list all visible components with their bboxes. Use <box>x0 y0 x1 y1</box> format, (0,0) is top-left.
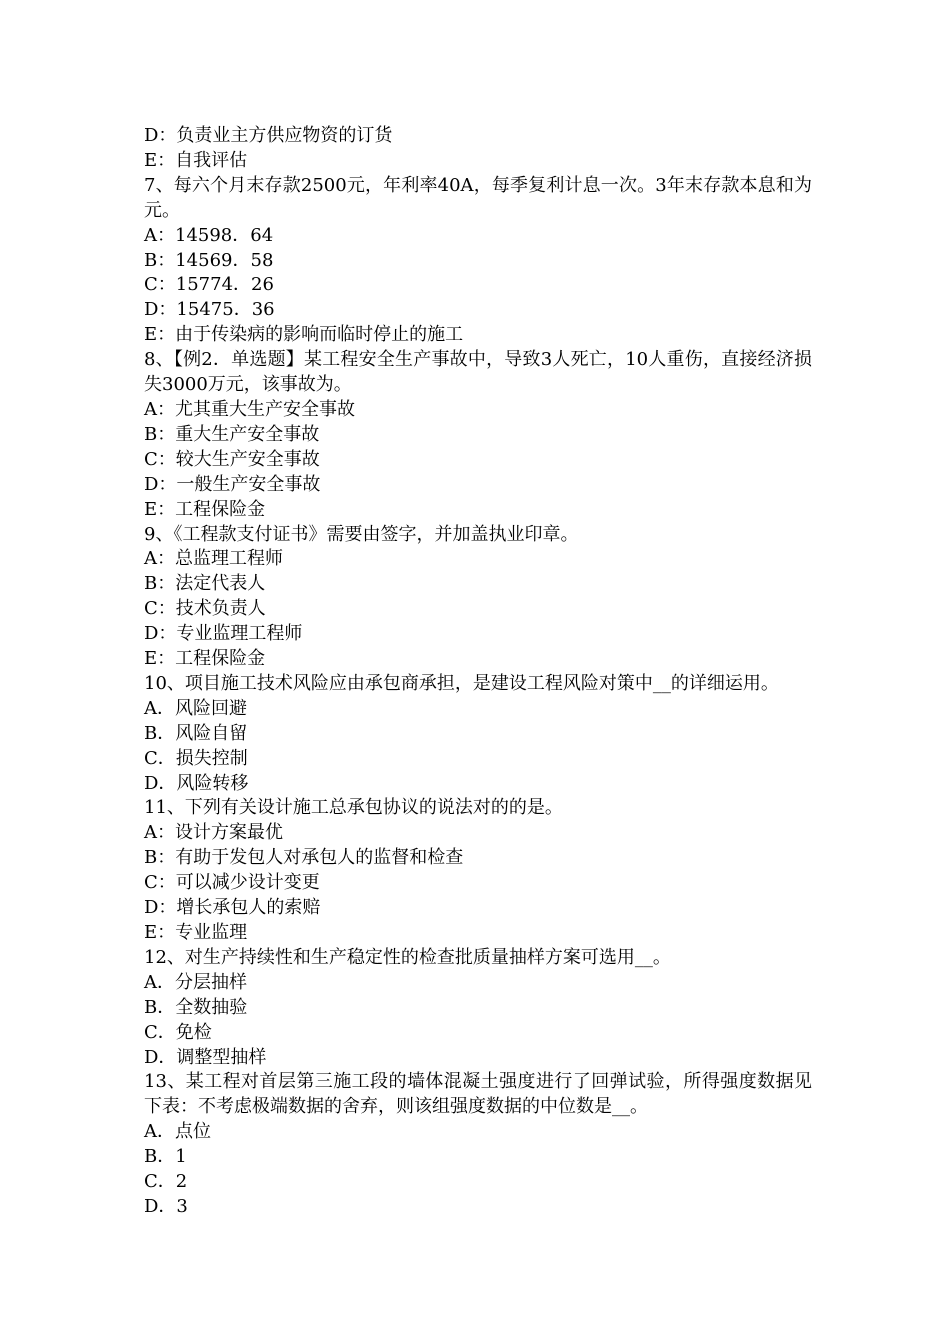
question-11: 11、下列有关设计施工总承包协议的说法对的的是。 <box>144 797 563 819</box>
option-line: C．免检 <box>144 1021 212 1043</box>
option-line: C：15774．26 <box>144 274 274 296</box>
option-line: D．3 <box>144 1195 188 1217</box>
document-page <box>144 124 812 1220</box>
question-13: 13、某工程对首层第三施工段的墙体混凝土强度进行了回弹试验，所得强度数据见下表：不考虑极端数据的舍弃，则该组强度数据的中位数是__。 <box>144 1071 812 1118</box>
option-line: C．损失控制 <box>144 747 248 769</box>
option-line: C：较大生产安全事故 <box>144 448 320 470</box>
option-line: A．分层抽样 <box>144 971 247 993</box>
option-line: B．风险自留 <box>144 722 248 744</box>
option-line: D．调整型抽样 <box>144 1046 267 1068</box>
option-line: D．风险转移 <box>144 772 249 794</box>
option-line: A：14598．64 <box>144 224 274 246</box>
option-line: D：专业监理工程师 <box>144 623 303 645</box>
option-line: B：重大生产安全事故 <box>144 423 320 445</box>
option-line: C．2 <box>144 1171 188 1193</box>
option-line: E：工程保险金 <box>144 498 266 520</box>
question-9: 9、《工程款支付证书》需要由签字，并加盖执业印章。 <box>144 523 579 545</box>
option-line: D：增长承包人的索赔 <box>144 897 321 919</box>
option-line: B．1 <box>144 1146 187 1168</box>
option-line: D：一般生产安全事故 <box>144 473 321 495</box>
option-line: D：15475．36 <box>144 299 275 321</box>
option-line: E：自我评估 <box>144 149 248 171</box>
option-line: C：可以减少设计变更 <box>144 872 320 894</box>
option-line: A：尤其重大生产安全事故 <box>144 398 355 420</box>
option-line: A．风险回避 <box>144 697 247 719</box>
question-7: 7、每六个月末存款2500元，年利率40A，每季复利计息一次。3年末存款本息和为元。 <box>144 174 812 221</box>
option-line: E：专业监理 <box>144 922 248 943</box>
question-12: 12、对生产持续性和生产稳定性的检查批质量抽样方案可选用__。 <box>144 946 671 968</box>
option-line: B：14569．58 <box>144 249 274 271</box>
option-line: B．全数抽验 <box>144 996 248 1018</box>
option-line: E：由于传染病的影响而临时停止的施工 <box>144 324 464 346</box>
option-line: A：总监理工程师 <box>144 548 283 570</box>
option-line: E：工程保险金 <box>144 648 266 670</box>
option-line: B：有助于发包人对承包人的监督和检查 <box>144 847 464 869</box>
question-8: 8、【例2．单选题】某工程安全生产事故中，导致3人死亡，10人重伤，直接经济损失3000万元，该事故为。 <box>144 349 812 396</box>
option-line: D：负责业主方供应物资的订货 <box>144 125 393 146</box>
question-10: 10、项目施工技术风险应由承包商承担，是建设工程风险对策中__的详细运用。 <box>144 672 779 694</box>
option-line: C：技术负责人 <box>144 598 266 620</box>
option-line: A．点位 <box>144 1121 211 1143</box>
option-line: A：设计方案最优 <box>144 822 283 844</box>
option-line: B：法定代表人 <box>144 573 266 595</box>
